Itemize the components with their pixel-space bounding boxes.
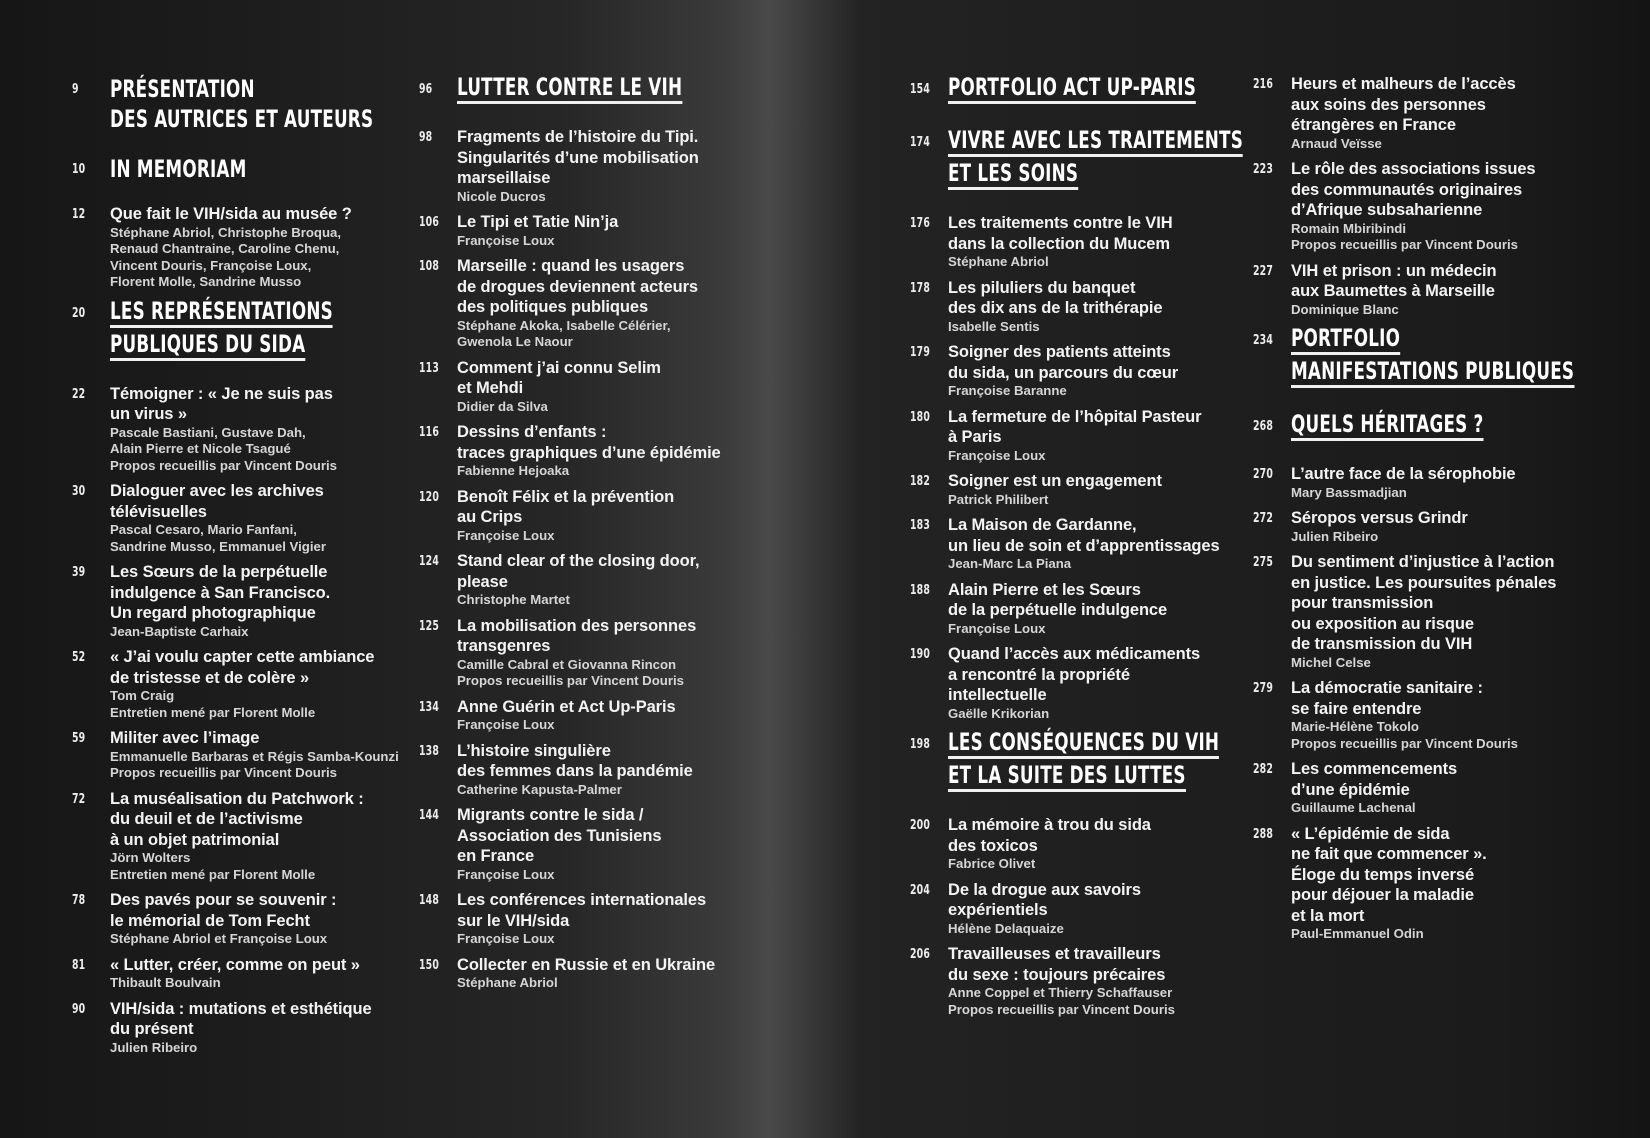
toc-entry (910, 644, 1240, 722)
toc-column-4 (1253, 74, 1583, 950)
entry-title: Collecter en Russie et en Ukraine (457, 955, 716, 974)
entry-title: Que fait le VIH/sida au musée ? (110, 205, 352, 223)
section-title (948, 74, 1240, 107)
page-number: 144 (419, 808, 439, 823)
toc-entry (72, 562, 402, 640)
toc-entry (72, 955, 402, 992)
page-number: 113 (419, 360, 439, 376)
toc-entry (910, 580, 1240, 638)
entry-authors: Françoise Loux (457, 717, 555, 732)
entry-title: Stand clear of the closing door, please (457, 552, 700, 591)
toc-section-heading (910, 74, 1240, 107)
section-title (110, 154, 402, 184)
section-title-line: PORTFOLIO ACT UP-PARIS (948, 74, 1196, 104)
entry-authors: Guillaume Lachenal (1291, 800, 1416, 815)
entry-authors: Stéphane Abriol (457, 975, 558, 990)
section-title (1291, 325, 1583, 391)
toc-entry (910, 880, 1240, 938)
entry-authors: Camille Cabral et Giovanna Rincon Propos recueillis par Vincent Douris (457, 656, 684, 688)
toc-entry (1253, 261, 1583, 319)
entry-authors: Françoise Loux (948, 447, 1046, 463)
toc-section-heading (72, 154, 402, 184)
toc-column-3 (910, 73, 1244, 1025)
toc-entry (419, 741, 749, 799)
entry-authors: Julien Ribeiro (110, 1039, 198, 1055)
page-number: 98 (419, 130, 433, 145)
page-number: 223 (1253, 162, 1273, 177)
page-number: 282 (1253, 762, 1273, 777)
entry-title: « J’ai voulu capter cette ambiance de tristesse et de colère » (110, 648, 375, 687)
toc-column-1 (72, 74, 402, 1063)
toc-entry (419, 805, 749, 883)
entry-authors: Michel Celse (1291, 654, 1371, 670)
page-number: 138 (419, 743, 439, 759)
entry-title: Comment j’ai connu Selim et Mehdi (457, 358, 661, 397)
entry-authors: Dominique Blanc (1291, 301, 1399, 317)
section-title-line: LES REPRÉSENTATIONS (110, 298, 333, 328)
toc-entry (1253, 508, 1583, 545)
entry-authors: Françoise Loux (457, 866, 555, 882)
toc-entry (1253, 759, 1583, 817)
entry-title: L’autre face de la sérophobie (1291, 465, 1516, 483)
page-number: 180 (910, 409, 930, 425)
entry-authors: Thibault Boulvain (110, 975, 221, 990)
page-number: 200 (910, 818, 930, 833)
entry-title: Heurs et malheurs de l’accès aux soins des personnes étrangères en France (1291, 75, 1516, 134)
toc-entry (1253, 74, 1583, 152)
page-number: 148 (419, 893, 439, 908)
section-title (110, 298, 402, 364)
entry-title: L’histoire singulière des femmes dans la pandémie (457, 741, 693, 780)
toc-entry (419, 697, 749, 734)
toc-entry (419, 422, 749, 480)
section-title-line: ET LA SUITE DES LUTTES (948, 762, 1186, 792)
entry-title: « L’épidémie de sida ne fait que commencer ». Éloge du temps inversé pour déjouer la maladie et la mort (1291, 824, 1487, 925)
toc-section-heading (1253, 325, 1583, 391)
toc-entry (910, 944, 1240, 1018)
toc-entry (72, 789, 402, 884)
page-number: 22 (72, 386, 86, 402)
toc-entry (1253, 678, 1583, 752)
section-title (948, 126, 1244, 193)
entry-title: Séropos versus Grindr (1291, 509, 1468, 527)
page-number: 176 (910, 216, 930, 231)
entry-title: Soigner est un engagement (948, 472, 1162, 490)
toc-entry (419, 358, 749, 416)
section-title-line: PORTFOLIO (1291, 325, 1400, 355)
entry-title: Les Sœurs de la perpétuelle indulgence à San Francisco. Un regard photographique (110, 563, 331, 622)
entry-authors: Christophe Martet (457, 592, 570, 607)
entry-title: Du sentiment d’injustice à l’action en justice. Les poursuites pénales pour transmission ou exposition au risque de transmission du VIH (1291, 553, 1557, 653)
toc-section-heading (72, 74, 402, 134)
section-title-line: PUBLIQUES DU SIDA (110, 331, 305, 361)
toc-entry (910, 815, 1240, 873)
page-number: 206 (910, 947, 930, 962)
entry-authors: Romain Mbiribindi Propos recueillis par Vincent Douris (1291, 220, 1518, 252)
page-number: 182 (910, 474, 930, 489)
entry-title: Des pavés pour se souvenir : le mémorial de Tom Fecht (110, 891, 337, 930)
entry-title: Anne Guérin et Act Up-Paris (457, 697, 676, 716)
page-number: 183 (910, 518, 930, 533)
entry-authors: Patrick Philibert (948, 491, 1049, 507)
entry-authors: Catherine Kapusta-Palmer (457, 781, 622, 797)
toc-entry (419, 487, 749, 545)
page-number: 275 (1253, 555, 1273, 570)
entry-authors: Hélène Delaquaize (948, 920, 1064, 936)
toc-entry (910, 278, 1240, 336)
entry-title: Le rôle des associations issues des communautés originaires d’Afrique subsaharienne (1291, 160, 1536, 219)
section-title-line: VIVRE AVEC LES TRAITEMENTS (948, 127, 1243, 157)
entry-title: De la drogue aux savoirs expérientiels (948, 880, 1141, 919)
toc-entry (419, 955, 749, 992)
page-number: 216 (1253, 77, 1273, 92)
entry-authors: Stéphane Abriol, Christophe Broqua, Renaud Chantraine, Caroline Chenu, Vincent Douris, Françoise Loux, Florent Molle, Sandrine Musso (110, 224, 342, 289)
entry-authors: Françoise Loux (457, 527, 555, 543)
entry-authors: Nicole Ducros (457, 188, 546, 204)
toc-entry (72, 728, 402, 782)
entry-authors: Stéphane Akoka, Isabelle Célérier, Gwenola Le Naour (457, 317, 671, 349)
entry-authors: Stéphane Abriol (948, 254, 1049, 269)
toc-entry (72, 481, 402, 555)
entry-authors: Pascal Cesaro, Mario Fanfani, Sandrine Musso, Emmanuel Vigier (110, 522, 326, 554)
page-number: 234 (1253, 333, 1273, 348)
page-number: 106 (419, 215, 439, 230)
page-number: 96 (419, 82, 433, 97)
page-number: 116 (419, 425, 439, 440)
page-number: 272 (1253, 511, 1273, 526)
section-title-line: LUTTER CONTRE LE VIH (457, 74, 682, 104)
entry-title: Dialoguer avec les archives télévisuelles (110, 482, 324, 521)
toc-entry (72, 647, 402, 721)
entry-authors: Fabrice Olivet (948, 856, 1036, 871)
entry-authors: Françoise Loux (948, 620, 1046, 636)
entry-title: Migrants contre le sida / Association des Tunisiens en France (457, 806, 662, 865)
entry-authors: Gaëlle Krikorian (948, 705, 1050, 721)
entry-title: Fragments de l’histoire du Tipi. Singularités d’une mobilisation marseillaise (457, 128, 699, 187)
entry-title: Les conférences internationales sur le VIH/sida (457, 891, 707, 930)
page-number: 124 (419, 554, 439, 569)
entry-authors: Françoise Baranne (948, 383, 1067, 398)
entry-authors: Marie-Hélène Tokolo Propos recueillis par Vincent Douris (1291, 719, 1518, 751)
toc-entry (910, 342, 1240, 400)
toc-entry (419, 212, 749, 249)
section-title (457, 74, 749, 107)
toc-entry (1253, 552, 1583, 671)
page-number: 190 (910, 647, 930, 662)
page-number: 178 (910, 280, 930, 296)
page-number: 188 (910, 582, 930, 598)
section-title-line: LES CONSÉQUENCES DU VIH (948, 729, 1219, 759)
toc-entry (72, 204, 402, 291)
toc-section-heading (1253, 411, 1583, 444)
entry-title: Les commencements d’une épidémie (1291, 760, 1458, 799)
toc-section-heading (419, 74, 749, 107)
entry-title: Dessins d’enfants : traces graphiques d’une épidémie (457, 423, 721, 462)
page-number: 198 (910, 737, 930, 752)
entry-authors: Françoise Loux (457, 931, 555, 946)
toc-entry (910, 471, 1240, 508)
entry-authors: Anne Coppel et Thierry Schaffauser Propos recueillis par Vincent Douris (948, 985, 1175, 1017)
section-title (110, 74, 402, 134)
entry-title: La mémoire à trou du sida des toxicos (948, 816, 1151, 855)
page-number: 30 (72, 484, 86, 499)
entry-title: Témoigner : « Je ne suis pas un virus » (110, 384, 333, 423)
page-number: 90 (72, 1001, 86, 1017)
entry-authors: Julien Ribeiro (1291, 528, 1379, 544)
entry-title: La mobilisation des personnes transgenres (457, 616, 697, 655)
toc-entry (72, 890, 402, 948)
entry-title: La Maison de Gardanne, un lieu de soin et d’apprentissages (948, 516, 1220, 555)
toc-entry (1253, 159, 1583, 254)
page-number: 279 (1253, 681, 1273, 696)
page-number: 108 (419, 259, 439, 274)
entry-authors: Paul-Emmanuel Odin (1291, 926, 1424, 941)
entry-title: « Lutter, créer, comme on peut » (110, 955, 360, 974)
page-number: 81 (72, 957, 86, 973)
entry-title: La muséalisation du Patchwork : du deuil et de l’activisme à un objet patrimonial (110, 789, 364, 849)
section-title (948, 729, 1240, 795)
toc-section-heading (910, 126, 1244, 193)
entry-title: La fermeture de l’hôpital Pasteur à Paris (948, 407, 1202, 446)
page-number: 9 (72, 82, 79, 97)
toc-section-heading (72, 298, 402, 364)
entry-title: Travailleuses et travailleurs du sexe : toujours précaires (948, 945, 1166, 984)
entry-authors: Isabelle Sentis (948, 318, 1040, 334)
entry-title: VIH/sida : mutations et esthétique du présent (110, 999, 372, 1038)
entry-title: Benoît Félix et la prévention au Crips (457, 487, 675, 526)
toc-entry (1253, 824, 1583, 943)
page-number: 134 (419, 699, 439, 715)
entry-title: Marseille : quand les usagers de drogues deviennent acteurs des politiques publiques (457, 257, 698, 316)
entry-authors: Jörn Wolters Entretien mené par Florent Molle (110, 850, 316, 882)
section-title (1291, 411, 1583, 444)
entry-title: La démocratie sanitaire : se faire entendre (1291, 679, 1483, 718)
section-title-line: IN MEMORIAM (110, 155, 247, 183)
entry-title: Les piluliers du banquet des dix ans de la trithérapie (948, 278, 1163, 317)
toc-entry (910, 407, 1240, 465)
toc-entry (72, 999, 402, 1057)
section-title-line: QUELS HÉRITAGES ? (1291, 411, 1483, 441)
page-number: 120 (419, 489, 439, 505)
toc-section-heading (910, 729, 1240, 795)
toc-entry (419, 256, 749, 351)
entry-authors: Jean-Marc La Piana (948, 556, 1072, 571)
entry-title: Soigner des patients atteints du sida, un parcours du cœur (948, 343, 1179, 382)
entry-title: Quand l’accès aux médicaments a rencontré la propriété intellectuelle (948, 645, 1201, 704)
toc-entry (910, 515, 1240, 573)
entry-authors: Tom Craig Entretien mené par Florent Molle (110, 688, 316, 720)
section-title-line: DES AUTRICES ET AUTEURS (110, 105, 374, 133)
page-number: 59 (72, 731, 86, 746)
section-title-line: PRÉSENTATION (110, 75, 255, 103)
toc-entry (419, 551, 749, 609)
page-number: 39 (72, 565, 86, 580)
entry-authors: Didier da Silva (457, 398, 548, 414)
page-number: 12 (72, 207, 86, 222)
toc-column-2 (419, 74, 749, 999)
entry-authors: Mary Bassmadjian (1291, 484, 1407, 500)
page-number: 174 (910, 135, 930, 150)
page-number: 20 (72, 305, 86, 321)
toc-entry (419, 890, 749, 948)
entry-title: VIH et prison : un médecin aux Baumettes à Marseille (1291, 261, 1497, 300)
page-number: 268 (1253, 419, 1273, 434)
entry-authors: Emmanuelle Barbaras et Régis Samba-Kounzi Propos recueillis par Vincent Douris (110, 748, 399, 780)
page-number: 179 (910, 345, 930, 360)
page-number: 125 (419, 618, 439, 634)
entry-authors: Pascale Bastiani, Gustave Dah, Alain Pierre et Nicole Tsagué Propos recueillis par Vincent Douris (110, 424, 337, 473)
toc-entry (72, 384, 402, 475)
page-number: 154 (910, 82, 930, 97)
entry-title: Militer avec l’image (110, 729, 260, 747)
entry-authors: Jean-Baptiste Carhaix (110, 623, 249, 639)
page-number: 52 (72, 650, 86, 665)
page-number: 288 (1253, 826, 1273, 842)
toc-entry (1253, 464, 1583, 501)
entry-title: Les traitements contre le VIH dans la collection du Mucem (948, 214, 1173, 253)
section-title-line: ET LES SOINS (948, 160, 1078, 190)
toc-entry (419, 616, 749, 690)
entry-authors: Françoise Loux (457, 232, 555, 248)
toc-entry (419, 127, 749, 205)
entry-title: Le Tipi et Tatie Nin’ja (457, 213, 619, 231)
entry-authors: Fabienne Hejoaka (457, 463, 570, 478)
entry-title: Alain Pierre et les Sœurs de la perpétuelle indulgence (948, 580, 1168, 619)
toc-entry (910, 213, 1240, 271)
section-title-line: MANIFESTATIONS PUBLIQUES (1291, 358, 1574, 388)
page-number: 204 (910, 882, 930, 898)
page-number: 227 (1253, 263, 1273, 279)
entry-authors: Stéphane Abriol et Françoise Loux (110, 931, 328, 946)
page-number: 72 (72, 791, 86, 807)
entry-authors: Arnaud Veïsse (1291, 135, 1382, 151)
page-number: 270 (1253, 467, 1273, 482)
page-number: 150 (419, 957, 439, 973)
page-number: 10 (72, 162, 86, 177)
page-number: 78 (72, 893, 86, 908)
